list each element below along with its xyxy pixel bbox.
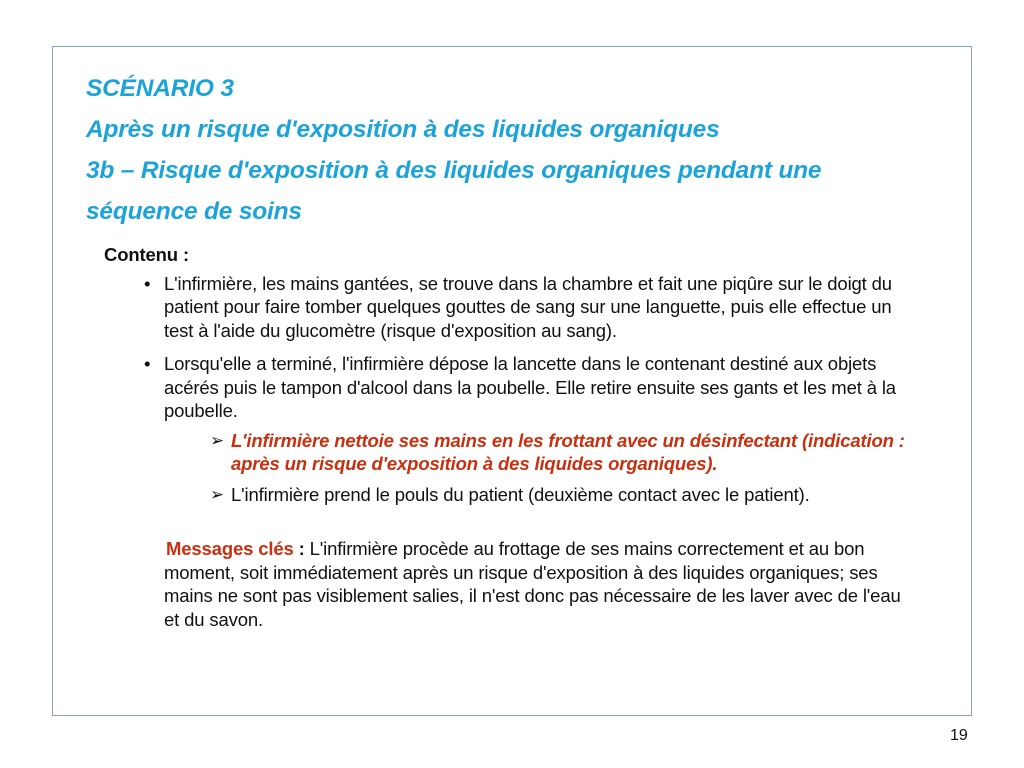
bullet-item-1 [104,272,914,343]
sub-text-2: L'infirmière prend le pouls du patient (deuxième contact avec le patient). [231,483,810,505]
title-line-3: 3b – Risque d'exposition à des liquides organiques pendant une [86,157,822,184]
sub-text-1: L'infirmière nettoie ses mains en les frottant avec un désinfectant (indication : après un risque d'exposition à des liquides organiques). [231,429,905,474]
bullet-icon: • [144,272,151,294]
arrow-bullet-icon: ➢ [210,430,225,450]
key-messages-label: Messages clés [166,538,294,559]
page-number: 19 [950,727,968,744]
sub-item-1 [104,429,911,476]
slide-title [86,68,966,232]
slide-content [104,243,924,631]
key-messages [104,537,914,631]
bullet-text-2: Lorsqu'elle a terminé, l'infirmière dépose la lancette dans le contenant destiné aux objets acérés puis le tampon d'alcool dans la poubelle. Elle retire ensuite ses gants et les met à la poubelle. [164,353,896,421]
title-line-1: SCÉNARIO 3 [86,75,234,102]
arrow-bullet-icon: ➢ [210,484,225,504]
bullet-text-1: L'infirmière, les mains gantées, se trouve dans la chambre et fait une piqûre sur le doigt du patient pour faire tomber quelques gouttes de sang sur une languette, puis elle effectue un test à l'aide du glucomètre (risque d'exposition au sang). [164,272,892,341]
bullet-item-2 [104,352,914,423]
key-messages-text: L'infirmière procède au frottage de ses mains correctement et au bon moment, soit immédiatement après un risque d'exposition à des liquides organiques; ses mains ne sont pas visiblement salies, il n'est donc pas nécessaire de les laver avec de l'eau et du savon. [164,538,901,630]
title-line-2: Après un risque d'exposition à des liquides organiques [86,116,720,143]
bullet-icon: • [144,353,151,374]
title-line-4: séquence de soins [86,198,302,225]
sub-item-2 [104,483,911,507]
content-label: Contenu : [104,244,189,265]
key-messages-colon: : [293,538,305,559]
